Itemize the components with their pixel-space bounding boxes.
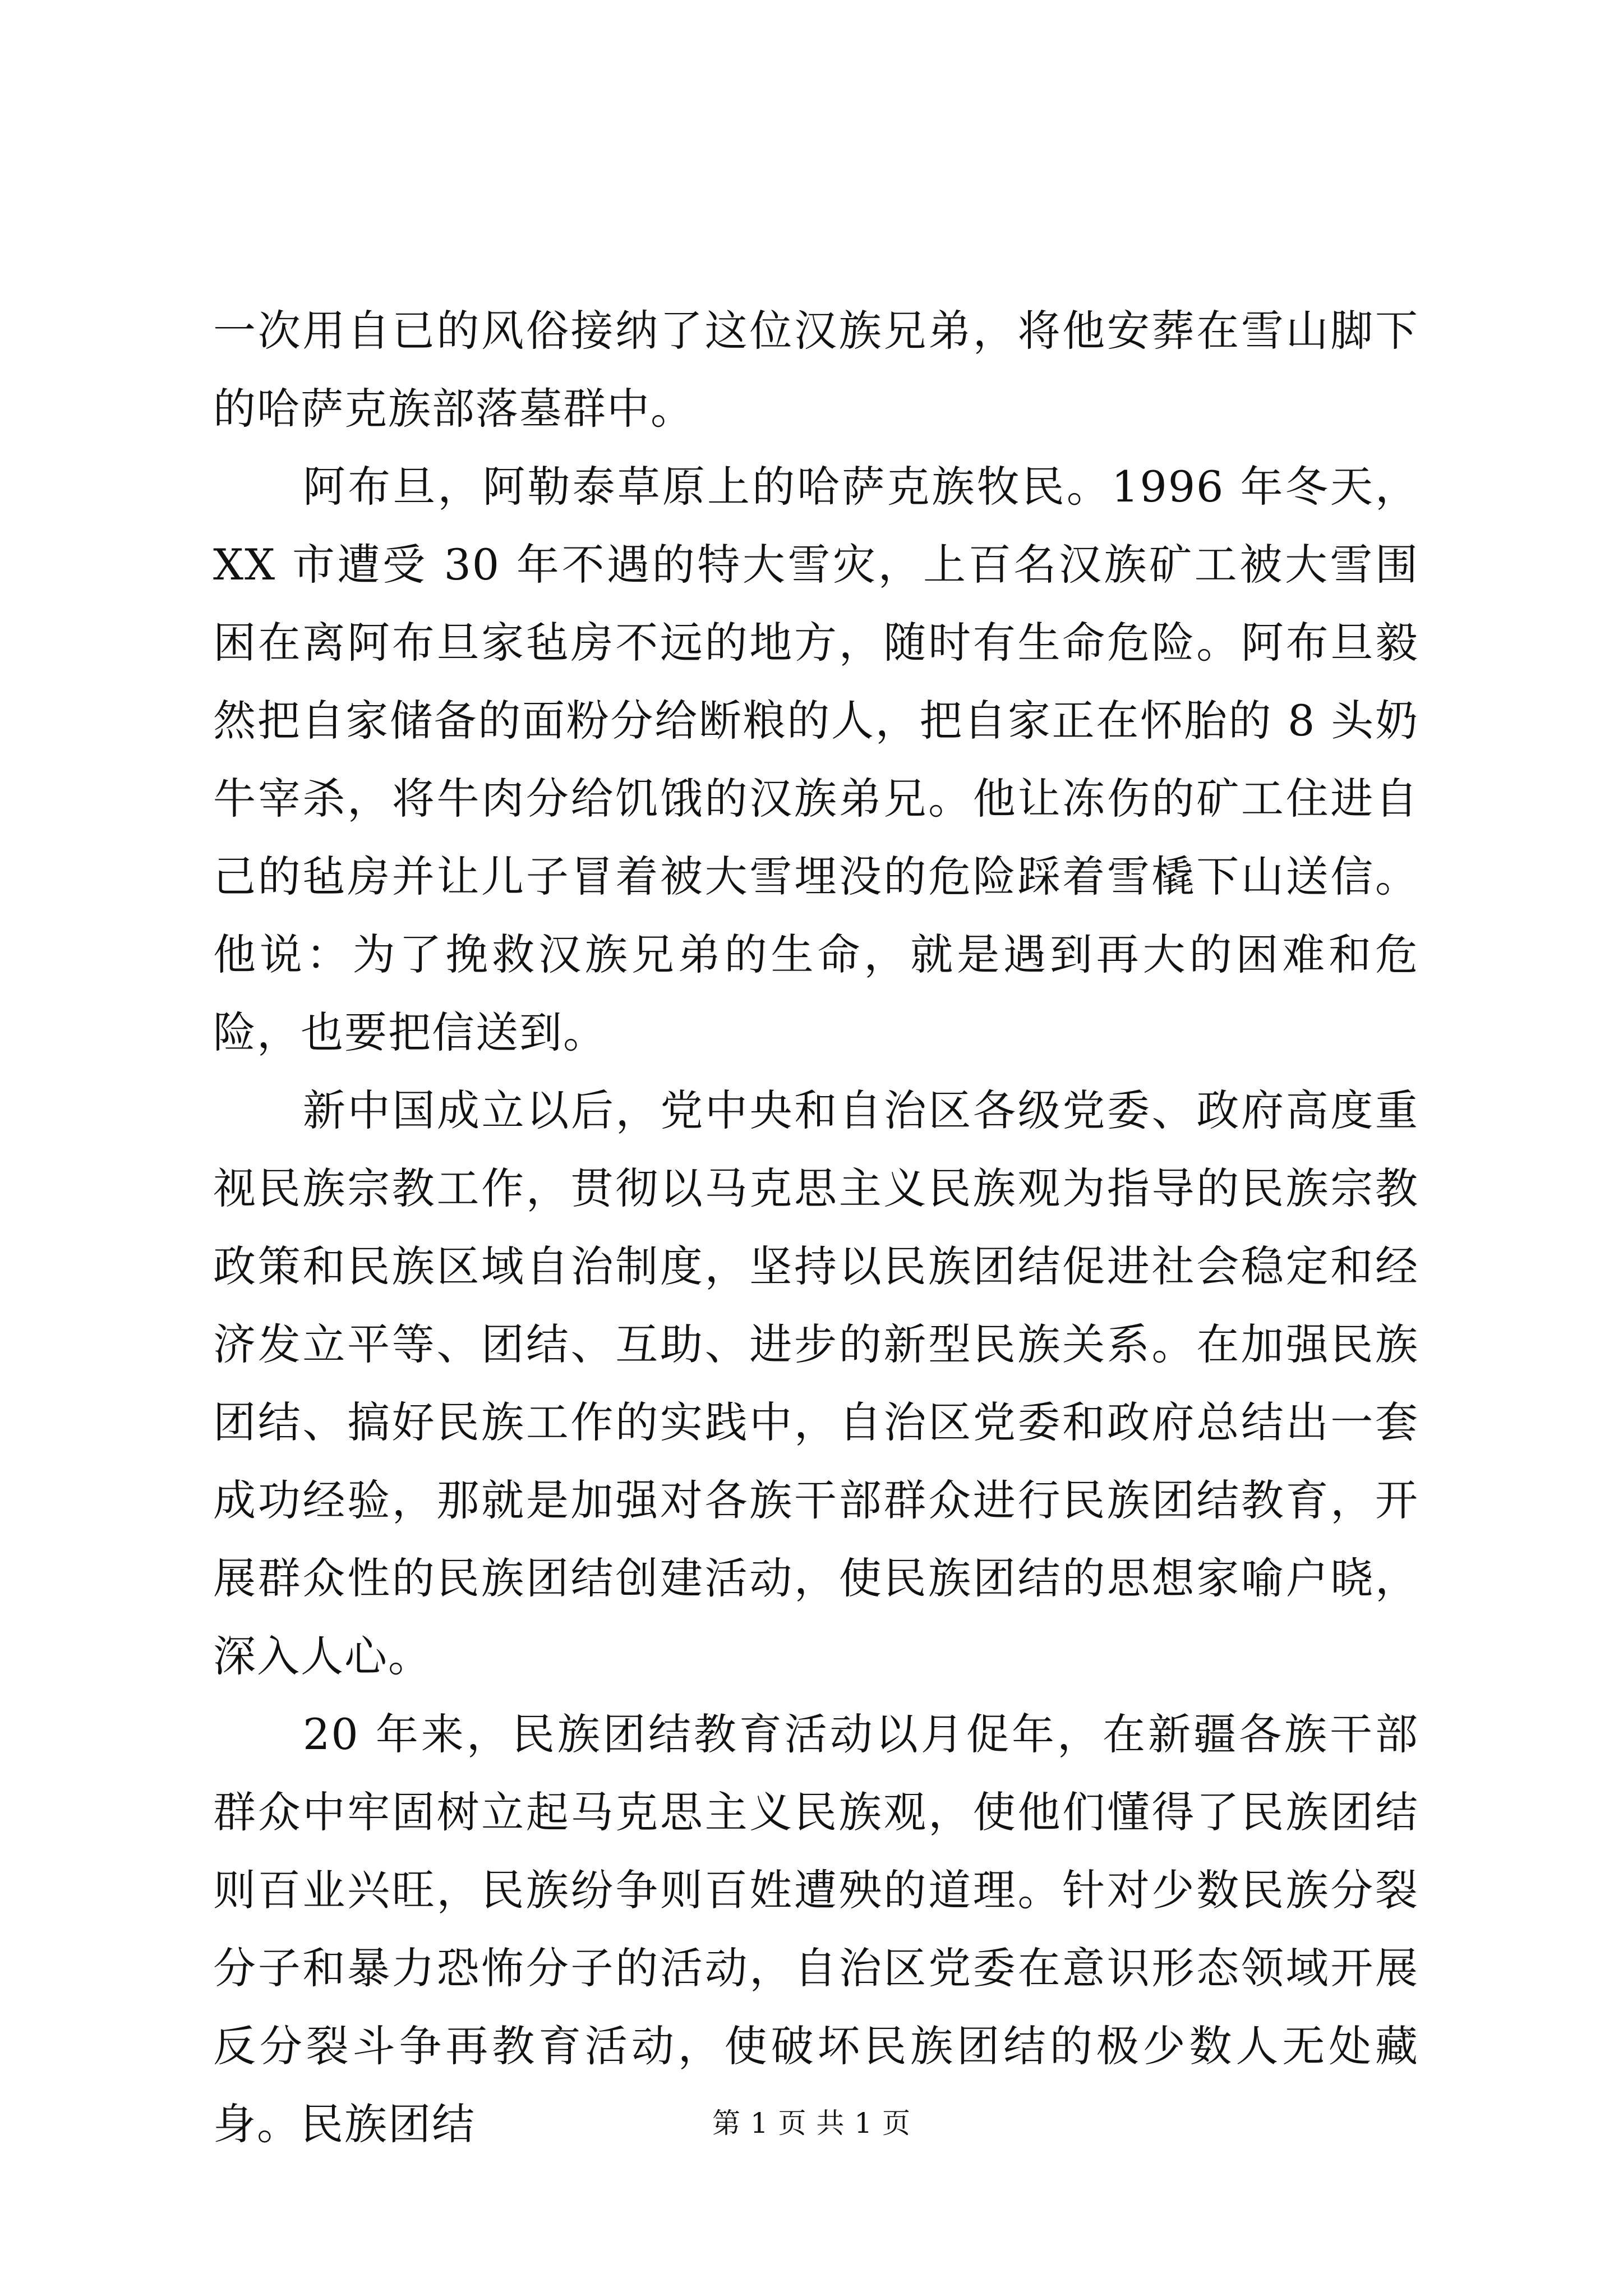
- paragraph-3: 新中国成立以后，党中央和自治区各级党委、政府高度重视民族宗教工作，贯彻以马克思主义民族观为指导的民族宗教政策和民族区域自治制度，坚持以民族团结促进社会稳定和经济发立平等、团结、互助、进步的新型民族关系。在加强民族团结、搞好民族工作的实践中，自治区党委和政府总结出一套成功经验，那就是加强对各族干部群众进行民族团结教育，开展群众性的民族团结创建活动，使民族团结的思想家喻户晓，深入人心。: [213, 1085, 1419, 1681]
- paragraph-4: 20 年来，民族团结教育活动以月促年，在新疆各族干部群众中牢固树立起马克思主义民族观，使他们懂得了民族团结则百业兴旺，民族纷争则百姓遭殃的道理。针对少数民族分裂分子和暴力恐怖分子的活动，自治区党委在意识形态领域开展反分裂斗争再教育活动，使破坏民族团结的极少数人无处藏身。民族团结: [213, 1709, 1419, 2149]
- paragraph-2: 阿布旦，阿勒泰草原上的哈萨克族牧民。1996 年冬天，XX 市遭受 30 年不遇的特大雪灾，上百名汉族矿工被大雪围困在离阿布旦家毡房不远的地方，随时有生命危险。阿布旦毅然把自家储备的面粉分给断粮的人，把自家正在怀胎的 8 头奶牛宰杀，将牛肉分给饥饿的汉族弟兄。他让冻伤的矿工住进自己的毡房并让儿子冒着被大雪埋没的危险踩着雪橇下山送信。他说：为了挽救汉族兄弟的生命，就是遇到再大的困难和危险，也要把信送到。: [213, 462, 1419, 1057]
- page-footer: 第 1 页 共 1 页: [712, 2107, 911, 2139]
- document-body: [213, 292, 1419, 2163]
- paragraph-1: 一次用自已的风俗接纳了这位汉族兄弟，将他安葬在雪山脚下的哈萨克族部落墓群中。: [213, 306, 1419, 434]
